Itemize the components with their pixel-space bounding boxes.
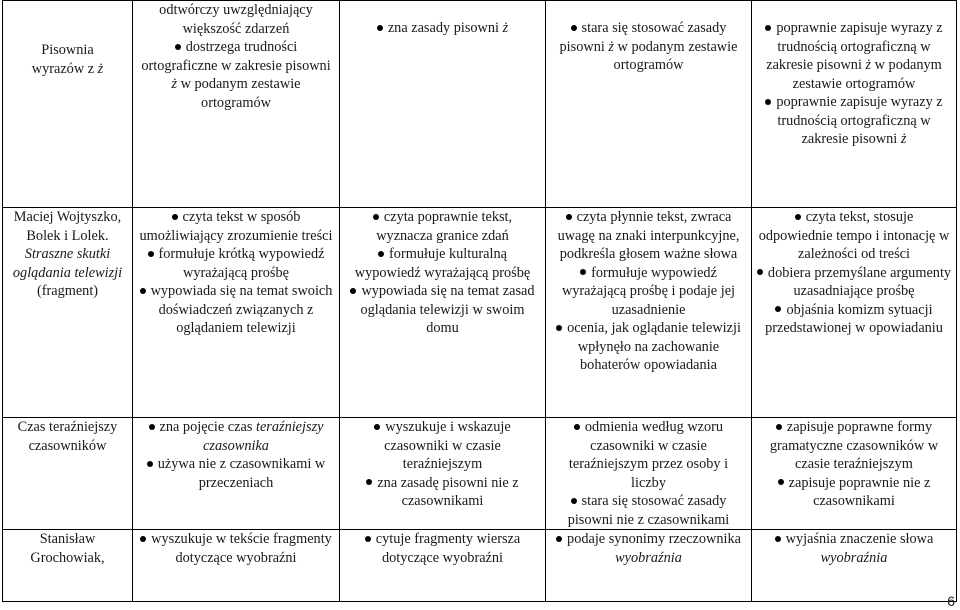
bullet-item — [344, 418, 541, 474]
item-text-tail: w podanym zestawie ortogramów — [613, 38, 738, 73]
bullet-dot-icon — [580, 269, 586, 275]
item-text: czyta płynnie tekst, zwraca uwagę na znaki interpunkcyjne, podkreśla głosem ważne słowa — [557, 209, 740, 262]
req-cell — [340, 530, 546, 602]
bullet-item — [137, 418, 335, 455]
req-cell — [546, 418, 752, 530]
item-text-tail: w podanym zestawie ortogramów — [177, 76, 301, 111]
bullet-dot-icon — [775, 536, 781, 542]
bullet-dot-icon — [778, 479, 784, 485]
bullet-item — [137, 38, 335, 112]
item-text: cytuje fragmenty wiersza dotyczące wyobraźni — [375, 531, 521, 566]
item-text: poprawnie zapisuje wyrazy z trudnością ortograficzną w zakresie pisowni — [766, 20, 943, 73]
req-cell — [752, 208, 957, 418]
bullet-item — [344, 530, 541, 567]
bullet-dot-icon — [365, 536, 371, 542]
item-emphasis: ż — [608, 38, 614, 55]
item-text: stara się stosować zasady pisowni — [559, 20, 727, 55]
table-row — [3, 530, 957, 602]
req-cell — [752, 530, 957, 602]
bullet-item — [550, 418, 747, 492]
item-emphasis: wyobraźnia — [615, 549, 682, 566]
text-item — [137, 1, 335, 38]
bullet-dot-icon — [574, 424, 580, 430]
bullet-dot-icon — [776, 424, 782, 430]
item-text: objaśnia komizm sytuacji przedstawionej w opowiadaniu — [765, 301, 943, 336]
bullet-dot-icon — [373, 214, 379, 220]
item-text: zna zasady pisowni — [387, 20, 503, 36]
bullet-item — [137, 245, 335, 282]
req-cell — [340, 418, 546, 530]
req-cell — [133, 530, 340, 602]
bullet-dot-icon — [148, 251, 154, 257]
topic-text: wyrazów z — [31, 60, 98, 77]
item-text: wypowiada się na temat swoich doświadczeń związanych z oglądaniem telewizji — [150, 283, 333, 336]
bullet-dot-icon — [140, 288, 146, 294]
cell-spacer — [344, 1, 541, 19]
table-row — [3, 418, 957, 530]
bullet-item — [344, 282, 541, 338]
req-cell — [546, 530, 752, 602]
topic-cell — [3, 208, 133, 418]
bullet-dot-icon — [765, 25, 771, 31]
item-text: odtwórczy uwzględniający większość zdarzeń — [159, 2, 313, 37]
topic-text: (fragment) — [36, 283, 99, 299]
bullet-dot-icon — [149, 424, 155, 430]
item-text: wyjaśnia znaczenie słowa — [785, 531, 934, 547]
item-text: stara się stosować zasady pisowni nie z czasownikami — [567, 493, 730, 528]
bullet-item — [137, 208, 335, 245]
item-text: wyszukuje w tekście fragmenty dotyczące wyobraźni — [151, 531, 332, 566]
item-emphasis: ż — [865, 57, 872, 73]
bullet-dot-icon — [374, 424, 380, 430]
bullet-dot-icon — [378, 251, 384, 257]
bullet-item — [756, 301, 952, 338]
bullet-dot-icon — [350, 288, 356, 294]
bullet-item — [756, 474, 952, 511]
bullet-item — [550, 264, 747, 320]
item-text: zna pojęcie czas — [159, 419, 256, 435]
page-number: 6 — [947, 593, 955, 609]
bullet-dot-icon — [175, 44, 181, 50]
cell-spacer — [756, 1, 952, 19]
bullet-item — [137, 282, 335, 338]
topic-text: ż — [97, 60, 104, 77]
item-text: czyta tekst w sposób umożliwiający zrozumienie treści — [139, 209, 333, 244]
item-text: wypowiada się na temat zasad oglądania telewizji w swoim domu — [360, 283, 535, 336]
topic-text: Maciej Wojtyszko, Bolek i Lolek. — [13, 209, 122, 244]
item-emphasis: ż — [171, 76, 178, 92]
item-text: zna zasadę pisowni nie z czasownikami — [377, 474, 519, 509]
table-row — [3, 208, 957, 418]
item-text: dobiera przemyślane argumenty uzasadniające prośbę — [767, 264, 952, 299]
item-text: formułuje krótką wypowiedź wyrażającą prośbę — [158, 246, 325, 281]
bullet-item — [756, 208, 952, 264]
bullet-item — [344, 474, 541, 511]
bullet-dot-icon — [775, 306, 781, 312]
topic-text: Straszne skutki oglądania telewizji — [12, 246, 123, 281]
item-text: odmienia według wzoru czasowniki w czasie teraźniejszym przez osoby i liczby — [568, 419, 729, 491]
topic-cell — [3, 1, 133, 208]
topic-cell — [3, 418, 133, 530]
bullet-item — [756, 19, 952, 93]
bullet-dot-icon — [571, 25, 577, 31]
req-cell — [133, 1, 340, 208]
item-text: formułuje kulturalną wypowiedź wyrażającą prośbę — [354, 246, 531, 281]
item-text: ocenia, jak oglądanie telewizji wpłynęło na zachowanie bohaterów opowiadania — [567, 320, 741, 373]
bullet-item — [756, 264, 952, 301]
req-cell — [133, 208, 340, 418]
bullet-item — [756, 530, 952, 567]
bullet-dot-icon — [757, 269, 763, 275]
bullet-dot-icon — [147, 461, 153, 467]
item-text: zapisuje poprawne formy gramatyczne czasowników w czasie teraźniejszym — [769, 419, 939, 472]
item-emphasis: ż — [900, 131, 907, 147]
bullet-item — [344, 208, 541, 245]
bullet-dot-icon — [366, 479, 372, 485]
bullet-item — [550, 530, 747, 567]
item-text: formułuje wypowiedź wyrażającą prośbę i podaje jej uzasadnienie — [561, 264, 736, 318]
bullet-item — [137, 455, 335, 492]
bullet-item — [756, 418, 952, 474]
req-cell — [546, 1, 752, 208]
req-cell — [752, 1, 957, 208]
bullet-dot-icon — [556, 325, 562, 331]
bullet-dot-icon — [765, 99, 771, 105]
item-text: używa nie z czasownikami w przeczeniach — [157, 456, 326, 491]
bullet-item — [344, 245, 541, 282]
topic-cell — [3, 530, 133, 602]
topic-text: Pisownia — [41, 42, 94, 58]
table-row — [3, 1, 957, 208]
requirements-table — [2, 0, 957, 602]
req-cell — [133, 418, 340, 530]
bullet-dot-icon — [556, 536, 562, 542]
req-cell — [340, 1, 546, 208]
item-text: czyta tekst, stosuje odpowiednie tempo i intonację w zależności od treści — [758, 209, 950, 262]
bullet-item — [344, 19, 541, 38]
cell-spacer — [550, 1, 747, 19]
bullet-dot-icon — [566, 214, 572, 220]
item-text: dostrzega trudności ortograficzne w zakresie pisowni — [141, 39, 331, 74]
topic-text: Stanisław Grochowiak, — [30, 531, 105, 566]
bullet-dot-icon — [571, 498, 577, 504]
req-cell — [340, 208, 546, 418]
bullet-dot-icon — [140, 536, 146, 542]
bullet-dot-icon — [172, 214, 178, 220]
item-text-tail: w podanym zestawie ortogramów — [792, 57, 942, 92]
bullet-dot-icon — [377, 25, 383, 31]
item-emphasis: teraźniejszy czasownika — [203, 419, 324, 454]
item-text: podaje synonimy rzeczownika — [567, 531, 741, 547]
item-emphasis: ż — [502, 20, 509, 36]
bullet-item — [550, 208, 747, 264]
req-cell — [546, 208, 752, 418]
bullet-item — [550, 19, 747, 75]
bullet-item — [550, 319, 747, 375]
item-emphasis: wyobraźnia — [820, 549, 888, 566]
bullet-item — [550, 492, 747, 529]
req-cell — [752, 418, 957, 530]
item-text: poprawnie zapisuje wyrazy z trudnością ortograficzną w zakresie pisowni — [776, 94, 943, 147]
item-text: czyta poprawnie tekst, wyznacza granice zdań — [376, 209, 513, 244]
bullet-dot-icon — [795, 214, 801, 220]
bullet-item — [756, 93, 952, 149]
topic-text: Czas teraźniejszy czasowników — [17, 419, 118, 454]
item-text: zapisuje poprawnie nie z czasownikami — [788, 474, 931, 509]
bullet-item — [137, 530, 335, 567]
item-text: wyszukuje i wskazuje czasowniki w czasie teraźniejszym — [384, 419, 511, 472]
